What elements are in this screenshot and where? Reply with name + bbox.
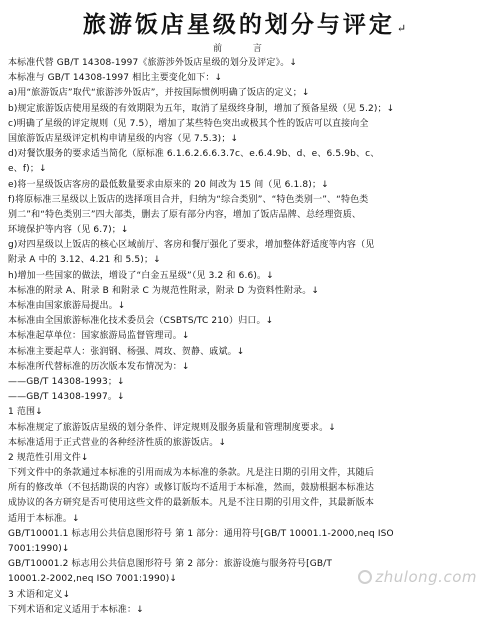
document-line: 7001:1990)↓ <box>8 544 70 554</box>
zhulong-logo-icon <box>358 570 372 584</box>
document-line: GB/T10001.1 标志用公共信息图形符号 第 1 部分：通用符号[GB/T 10001.1-2000,neq ISO <box>8 528 394 539</box>
document-line: c)明确了星级的评定规则（见 7.5），增加了某些特色突出或极其个性的饭店可以直接向全 <box>8 118 369 129</box>
watermark <box>358 568 477 586</box>
document-line: d)对餐饮服务的要求适当简化（原标准 6.1.6.2.6.6.3.7c、e.6.4.9b、d、e、6.5.9b、c、 <box>8 149 380 160</box>
document-line: e、f)；↓ <box>8 164 47 175</box>
document-line: 本标准所代替标准的历次版本发布情况为：↓ <box>8 361 190 372</box>
document-line: GB/T10001.2 标志用公共信息图形符号 第 2 部分：旅游设施与服务符号[GB/T <box>8 559 333 570</box>
document-line: 附录 A 中的 3.12、4.21 和 5.5)；↓ <box>8 255 161 266</box>
document-line: 所有的修改单（不包括勘误的内容）或修订版均不适用于本标准，然而，鼓励根据本标准达 <box>8 483 375 494</box>
document-line: 1 范围↓ <box>8 407 43 418</box>
watermark-text: zhulong.com <box>375 568 477 586</box>
preface-heading: 前 言 <box>213 44 276 54</box>
document-line: 成协议的各方研究是否可使用这些文件的最新版本。凡是不注日期的引用文件，其最新版本 <box>8 498 375 509</box>
document-line: e)将一星级饭店客房的最低数量要求由原来的 20 间改为 15 间（见 6.1.8)；↓ <box>8 179 329 190</box>
document-line: 下列文件中的条款通过本标准的引用而成为本标准的条款。凡是注日期的引用文件，其随后 <box>8 468 375 479</box>
document-line: g)对四星级以上饭店的核心区域前厅、客房和餐厅强化了要求，增加整体舒适度等内容（见 <box>8 240 375 251</box>
document-line: ——GB/T 14308-1993；↓ <box>8 376 125 387</box>
document-line: a)用“旅游饭店”取代“旅游涉外饭店”，并按国际惯例明确了饭店的定义；↓ <box>8 88 310 99</box>
title-return-mark: ↵ <box>396 22 407 35</box>
document-line: 国旅游饭店星级评定机构申请星级的内容（见 7.5.3)；↓ <box>8 133 239 144</box>
document-line: 下列术语和定义适用于本标准：↓ <box>8 604 144 615</box>
document-line: 本标准主要起草人：张润钢、杨强、周玫、贺静、戚斌。↓ <box>8 346 245 357</box>
document-line: 3 术语和定义↓ <box>8 589 71 600</box>
document-line: 适用于本标准。↓ <box>8 513 80 524</box>
document-title <box>0 6 489 39</box>
document-line: 本标准适用于正式营业的各种经济性质的旅游饭店。↓ <box>8 437 227 448</box>
document-line: 2 规范性引用文件↓ <box>8 452 89 463</box>
document-line: 环境保护等内容（见 6.7)；↓ <box>8 225 129 236</box>
document-line: b)规定旅游饭店使用星级的有效期限为五年，取消了星级终身制，增加了预备星级（见 5.2)；↓ <box>8 103 395 114</box>
document-line: h)增加一些国家的做法，增设了“白金五星级”（见 3.2 和 6.6)。↓ <box>8 270 274 281</box>
document-line: 本标准由国家旅游局提出。↓ <box>8 301 126 311</box>
document-line: 10001.2-2002,neq ISO 7001:1990)↓ <box>8 574 178 585</box>
document-line: f)将原标准三星级以上饭店的选择项目合并，归纳为“综合类别”、“特色类别一”、“特色类 <box>8 194 369 205</box>
document-body <box>8 56 478 618</box>
document-line: 别二”和“特色类别三”四大部类，删去了原有部分内容，增加了饭店品牌、总经理资质、 <box>8 209 361 220</box>
document-line: 本标准由全国旅游标准化技术委员会（CSBTS/TC 210）归口。↓ <box>8 316 274 327</box>
document-line: 本标准代替 GB/T 14308-1997《旅游涉外饭店星级的划分及评定》。↓ <box>8 58 298 68</box>
document-line: 本标准的附录 A、附录 B 和附录 C 为规范性附录，附录 D 为资料性附录。↓ <box>8 285 320 296</box>
title-text: 旅游饭店星级的划分与评定 <box>82 11 395 38</box>
document-line: 本标准起草单位：国家旅游局监督管理司。↓ <box>8 331 190 342</box>
document-line: 本标准规定了旅游饭店星级的划分条件、评定规则及服务质量和管理制度要求。↓ <box>8 422 336 433</box>
document-line: 本标准与 GB/T 14308-1997 相比主要变化如下：↓ <box>8 73 223 84</box>
document-line: ——GB/T 14308-1997。↓ <box>8 392 125 403</box>
